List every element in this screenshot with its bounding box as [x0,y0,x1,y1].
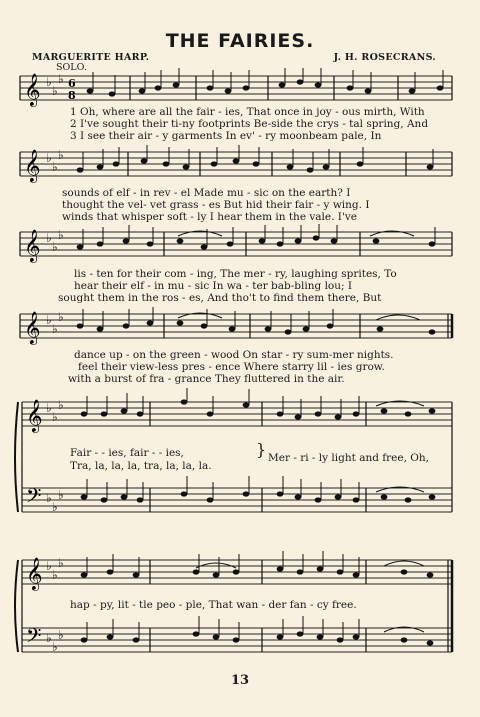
staff-system-4 [0,306,480,352]
svg-text:♭: ♭ [52,322,58,336]
brace-glyph: } [256,440,267,459]
verse-line: winds that whisper soft - ly I hear them in the vale. I've [62,211,357,223]
svg-text:♭: ♭ [46,631,52,645]
bass-clef-icon: 𝄢 [26,484,42,512]
page-number: 13 [230,673,250,688]
svg-text:♭: ♭ [46,231,52,245]
svg-text:♭: ♭ [58,398,64,412]
staff-system-2 [0,144,480,190]
verse-line: with a burst of fra - grance They fluttered in the air. [68,373,345,385]
svg-text:6: 6 [68,77,76,90]
verse-line: sounds of elf - in rev - el Made mu - sic on the earth? I [62,187,351,199]
treble-clef-icon: 𝄞 [26,557,43,590]
verse-line: feel their view-less pres - ence Where starry lil - ies grow. [78,361,385,373]
svg-text:♭: ♭ [46,313,52,327]
svg-text:♭: ♭ [46,75,52,89]
svg-text:♭: ♭ [52,240,58,254]
treble-clef-icon: 𝄞 [24,229,41,262]
svg-text:♭: ♭ [52,84,58,98]
svg-text:♭: ♭ [52,160,58,174]
lyricist-credit: MARGUERITE HARP. [32,52,150,63]
treble-clef-icon: 𝄞 [24,149,41,182]
verse-line: dance up - on the green - wood On star - ry sum-mer nights. [74,349,394,361]
verse-line: hear their elf - in mu - sic In wa - ter bab-bling lou; I [74,280,353,292]
staff-system-3 [0,224,480,270]
svg-text:♭: ♭ [58,148,64,162]
chorus-line: Mer - ri - ly light and free, Oh, [268,452,429,464]
svg-text:♭: ♭ [52,410,58,424]
svg-text:♭: ♭ [52,568,58,582]
svg-text:♭: ♭ [58,628,64,642]
bass-clef-icon: 𝄢 [26,624,42,652]
svg-text:♭: ♭ [52,500,58,514]
svg-text:♭: ♭ [58,556,64,570]
verse-line: sought them in the ros - es, And tho't to find them there, But [58,292,382,304]
chorus-line: Fair - - ies, fair - - ies, [70,447,184,459]
svg-text:8: 8 [68,89,76,102]
svg-text:♭: ♭ [46,401,52,415]
treble-clef-icon: 𝄞 [24,311,41,344]
composer-credit: J. H. ROSECRANS. [333,52,436,63]
treble-clef-icon: 𝄞 [26,399,43,432]
verse-line: lis - ten for their com - ing, The mer - ry, laughing sprites, To [74,268,397,280]
svg-text:♭: ♭ [58,310,64,324]
chorus-line: hap - py, lit - tle peo - ple, That wan - der fan - cy free. [70,599,357,611]
svg-text:♭: ♭ [46,151,52,165]
verse-line: thought the vel- vet grass - es But hid their fair - y wing. I [62,199,370,211]
treble-clef-icon: 𝄞 [24,73,41,106]
svg-text:♭: ♭ [58,72,64,86]
verse-line: 2 I've sought their ti-ny footprints Be-side the crys - tal spring, And [70,118,429,130]
chorus-line: Tra, la, la, la, tra, la, la, la. [70,460,212,472]
verse-line: 1 Oh, where are all the fair - ies, That once in joy - ous mirth, With [70,106,425,118]
solo-marking: SOLO. [56,62,87,73]
svg-text:♭: ♭ [46,559,52,573]
song-title: THE FAIRIES. [165,30,315,52]
verse-line: 3 I see their air - y garments In ev' - ry moonbeam pale, In [70,130,382,142]
svg-text:♭: ♭ [58,228,64,242]
svg-text:♭: ♭ [52,640,58,654]
svg-text:♭: ♭ [58,488,64,502]
svg-text:♭: ♭ [46,491,52,505]
